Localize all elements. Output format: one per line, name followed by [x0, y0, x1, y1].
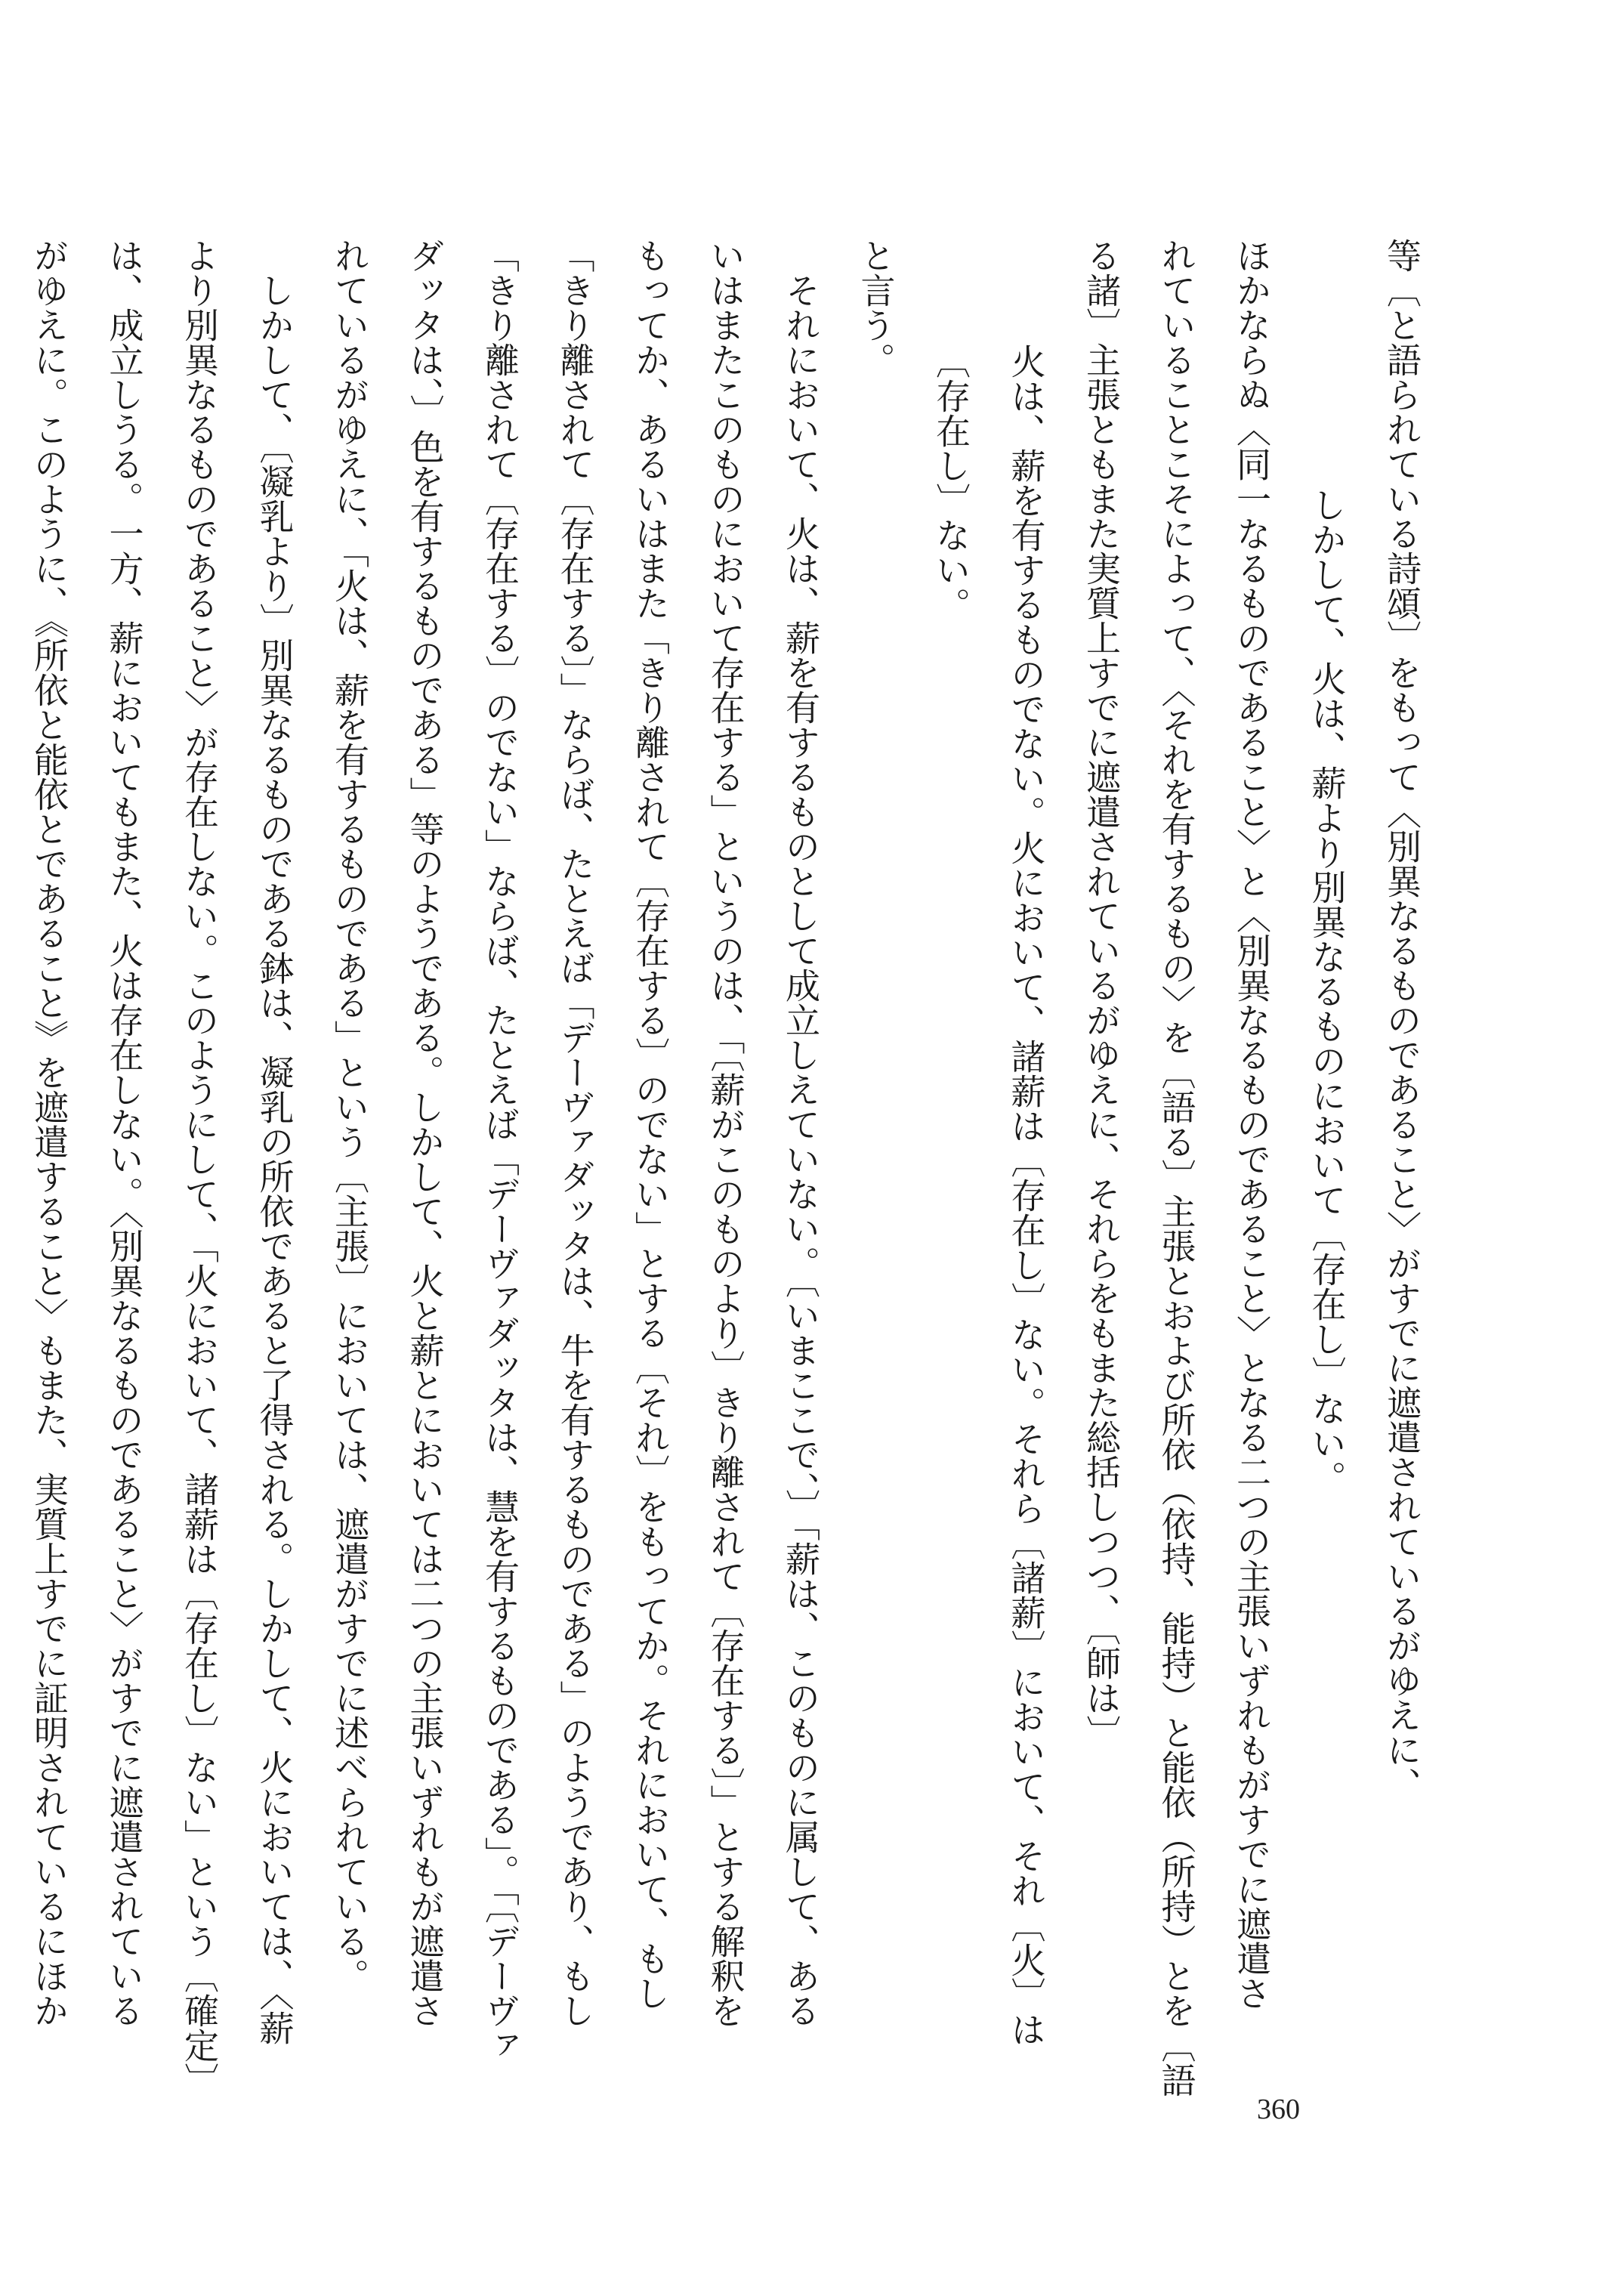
text-line-3: ほかならぬ〈同一なるものであること〉と〈別異なるものであること〉となる二つの主張いずれもがすでに遮遣さ — [1231, 238, 1272, 2010]
verse-line-3: 〔存在し〕ない。 — [931, 344, 971, 622]
text-line-11: もってか、あるいはまた「きり離されて〔存在する〕のでない」とする〔それ〕をもってか。それにおいて、もし — [630, 238, 671, 2010]
text-line-1: 等〔と語られている詩頌〕をもって〈別異なるものであること〉がすでに遮遣されているがゆえに、 — [1382, 238, 1422, 1802]
text-line-8: と言う。 — [855, 238, 897, 377]
verse-line-1: しかして、火は、薪より別異なるものにおいて〔存在し〕ない。 — [1306, 487, 1348, 1495]
text-line-10: いはまたこのものにおいて存在する」というのは、「〔薪がこのものより〕きり離されて〔存在する〕」とする解釈を — [705, 238, 746, 2028]
page-number: 360 — [1257, 2094, 1300, 2125]
text-line-5: る諸〕主張ともまた実質上すでに遮遣されているがゆえに、それらをもまた総括しつつ、〔師は〕 — [1081, 238, 1122, 1750]
text-line-9: それにおいて、火は、薪を有するものとして成立しえていない。〔いまここで、〕「薪は、このものに属して、ある — [780, 273, 821, 2028]
text-line-12: 「きり離されて〔存在する〕」ならば、たとえば「デーヴァダッタは、牛を有するものである」のようであり、もし — [554, 238, 596, 2028]
verse-line-2: 火は、薪を有するものでない。火において、諸薪は〔存在し〕ない。それら〔諸薪〕において、それ〔火〕は — [1005, 344, 1047, 2047]
body-text — [29, 238, 1439, 2097]
text-line-13: 「きり離されて〔存在する〕のでない」ならば、たとえば「デーヴァダッタは、慧を有するものである」。「〔デーヴァ — [480, 238, 520, 2063]
text-line-15: れているがゆえに、「火は、薪を有するものである」という〔主張〕においては、遮遣がすでに述べられている。 — [329, 238, 370, 1993]
text-line-14: ダッタは、〕色を有するものである」等のようである。しかして、火と薪とにおいては二つの主張いずれもが遮遣さ — [404, 238, 446, 2028]
text-line-17: より別異なるものであること〉が存在しない。このようにして、「火において、諸薪は〔存在し〕ない」という〔確定〕 — [179, 238, 220, 2097]
text-line-16: しかして、〔凝乳より〕別異なるものである鉢は、凝乳の所依であると了得される。しかして、火においては、〈薪 — [254, 273, 295, 2045]
text-line-19: がゆえに。このように、《所依と能依とであること》を遮遣すること〉もまた、実質上すでに証明されているにほか — [29, 238, 69, 2028]
text-line-4: れていることこそによって、〈それを有するもの〉を〔語る〕主張とおよび所依（依持、能持）と能依（所持）とを〔語 — [1156, 238, 1197, 2097]
text-line-18: は、成立しうる。一方、薪においてもまた、火は存在しない。〈別異なるものであること〉がすでに遮遣されている — [103, 238, 145, 2028]
